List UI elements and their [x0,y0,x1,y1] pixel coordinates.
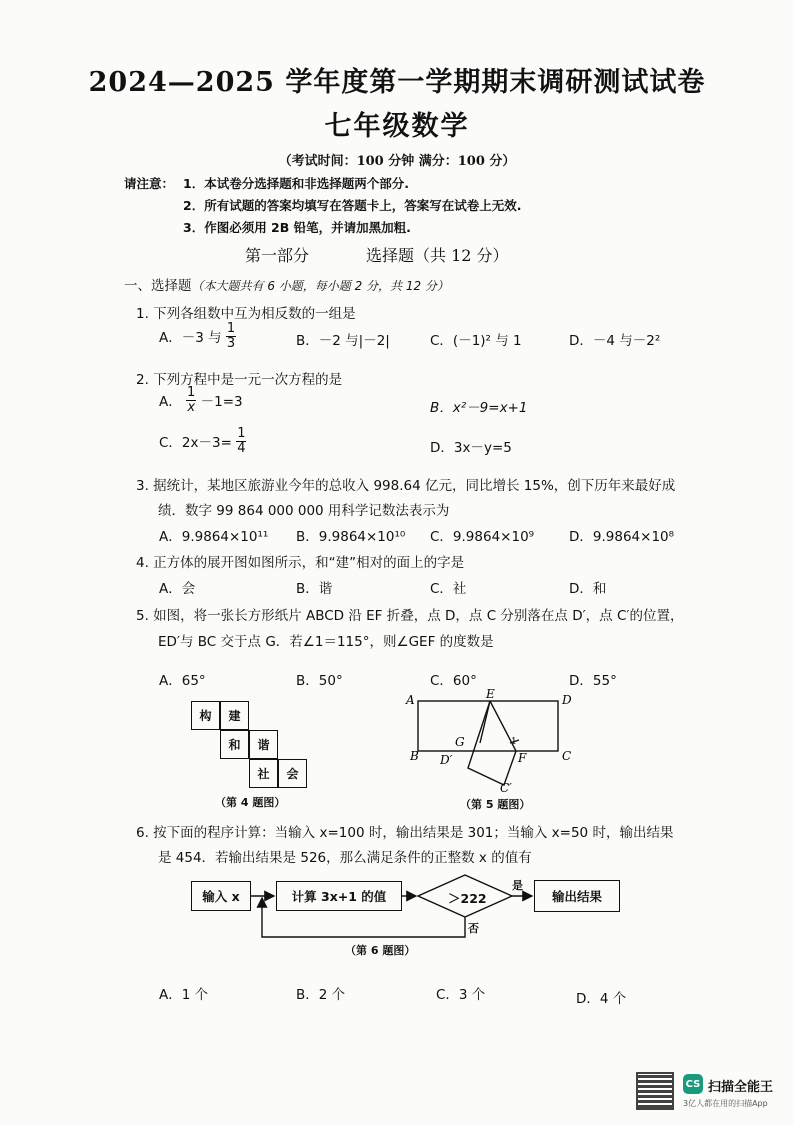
net-cell: 会 [278,759,307,788]
label-E: E [486,688,495,701]
q6-option-c: C．3 个 [436,987,486,1003]
qr-code-icon [636,1072,674,1110]
label-angle-1: 1 [511,737,517,747]
q1-option-b: B．－2 与|－2| [296,333,390,349]
label-C: C [562,749,572,763]
exam-subject: 七年级数学 [324,111,470,142]
figure-5-fold-diagram [400,688,590,798]
flow-no-label: 否 [468,922,479,935]
q3-option-d: D．9.9864×10⁸ [569,529,675,545]
net-cell: 建 [220,701,249,730]
question-5-stem-line2: ED′与 BC 交于点 G．若∠1＝115°，则∠GEF 的度数是 [158,634,494,650]
flow-compute-box: 计算 3x+1 的值 [276,881,402,911]
part-title: 选择题（共 12 分） [366,246,509,265]
label-F: F [518,751,527,765]
q2-option-a: A． $\frac{1}{x}$ －1=3 [159,385,243,415]
figure-4-caption: （第 4 题图） [215,796,286,809]
q4-option-c: C．社 [430,581,467,597]
q1-option-c: C．(－1)² 与 1 [430,333,522,349]
q3-option-b: B．9.9864×10¹⁰ [296,529,406,545]
flow-input-box: 输入 x [191,881,251,911]
q6-option-d: D．4 个 [576,991,627,1007]
notice-item: 1．本试卷分选择题和非选择题两个部分. [183,176,409,191]
brand-name: 扫描全能王 [708,1080,774,1095]
q6-option-a: A．1 个 [159,987,209,1003]
label-C-prime: C′ [500,781,512,795]
exam-title: 2024—2025 学年度第一学期期末调研测试试卷 [88,67,706,98]
q4-option-d: D．和 [569,581,607,597]
brand-slogan: 3亿人都在用的扫描App [683,1099,768,1108]
q3-option-a: A．9.9864×10¹¹ [159,529,269,545]
notice-item: 3．作图必须用 2B 铅笔，并请加黑加粗. [183,220,411,235]
q6-option-b: B．2 个 [296,987,346,1003]
q2-option-d: D．3x－y=5 [430,440,512,456]
question-1-stem: 1. 下列各组数中互为相反数的一组是 [136,306,356,322]
net-cell: 社 [249,759,278,788]
q5-option-a: A．65° [159,673,206,689]
q5-option-d: D．55° [569,673,617,689]
question-3-stem-line1: 3. 据统计，某地区旅游业今年的总收入 998.64 亿元，同比增长 15%，创下历年来最好成 [136,478,676,494]
label-A: A [406,693,415,707]
question-2-stem: 2. 下列方程中是一元一次方程的是 [136,372,343,388]
q3-option-c: C．9.9864×10⁹ [430,529,535,545]
figure-5-caption: （第 5 题图） [460,798,531,811]
section-desc: （本大题共有 6 小题，每小题 2 分，共 12 分） [191,279,449,293]
q5-option-c: C．60° [430,673,477,689]
label-D-prime: D′ [440,753,453,767]
flow-output-box: 输出结果 [534,880,620,912]
label-B: B [410,749,419,763]
question-5-stem-line1: 5. 如图，将一张长方形纸片 ABCD 沿 EF 折叠，点 D，点 C 分别落在点 D′，点 C′的位置， [136,608,684,624]
exam-info: （考试时间：100 分钟 满分：100 分） [278,154,516,169]
q2-option-c: C．2x－3= $\frac{1}{4}$ [159,426,246,456]
question-4-stem: 4. 正方体的展开图如图所示，和“建”相对的面上的字是 [136,555,465,571]
fraction: $\frac{1}{3}$ [226,321,236,351]
net-cell: 和 [220,730,249,759]
q1-option-a: A．－3 与 $\frac{1}{3}$ [159,321,236,351]
label-G: G [455,735,465,749]
camscanner-logo-icon: CS [683,1074,703,1094]
section-heading: 一、选择题 [124,278,192,294]
q2-option-b: B．x²－9=x+1 [430,400,528,416]
label-D: D [562,693,572,707]
flow-yes-label: 是 [512,879,523,892]
question-3-stem-line2: 绩．数字 99 864 000 000 用科学记数法表示为 [158,503,450,519]
q1-option-d: D．－4 与－2² [569,333,661,349]
notice-item: 2．所有试题的答案均填写在答题卡上，答案写在试卷上无效. [183,198,522,213]
flow-condition: ＞222 [448,891,487,906]
notice-label: 请注意： [124,176,175,191]
net-cell: 谐 [249,730,278,759]
fraction: $\frac{1}{x}$ [187,385,196,415]
question-6-stem-line1: 6. 按下面的程序计算：当输入 x=100 时，输出结果是 301；当输入 x=50 时，输出结果 [136,825,674,841]
question-6-stem-line2: 是 454．若输出结果是 526，那么满足条件的正整数 x 的值有 [158,850,532,866]
fraction: $\frac{1}{4}$ [237,426,246,456]
q4-option-b: B．谐 [296,581,333,597]
net-cell: 构 [191,701,220,730]
q4-option-a: A．会 [159,581,196,597]
part-name: 第一部分 [245,246,310,265]
q5-option-b: B．50° [296,673,343,689]
figure-6-caption: （第 6 题图） [345,944,416,957]
